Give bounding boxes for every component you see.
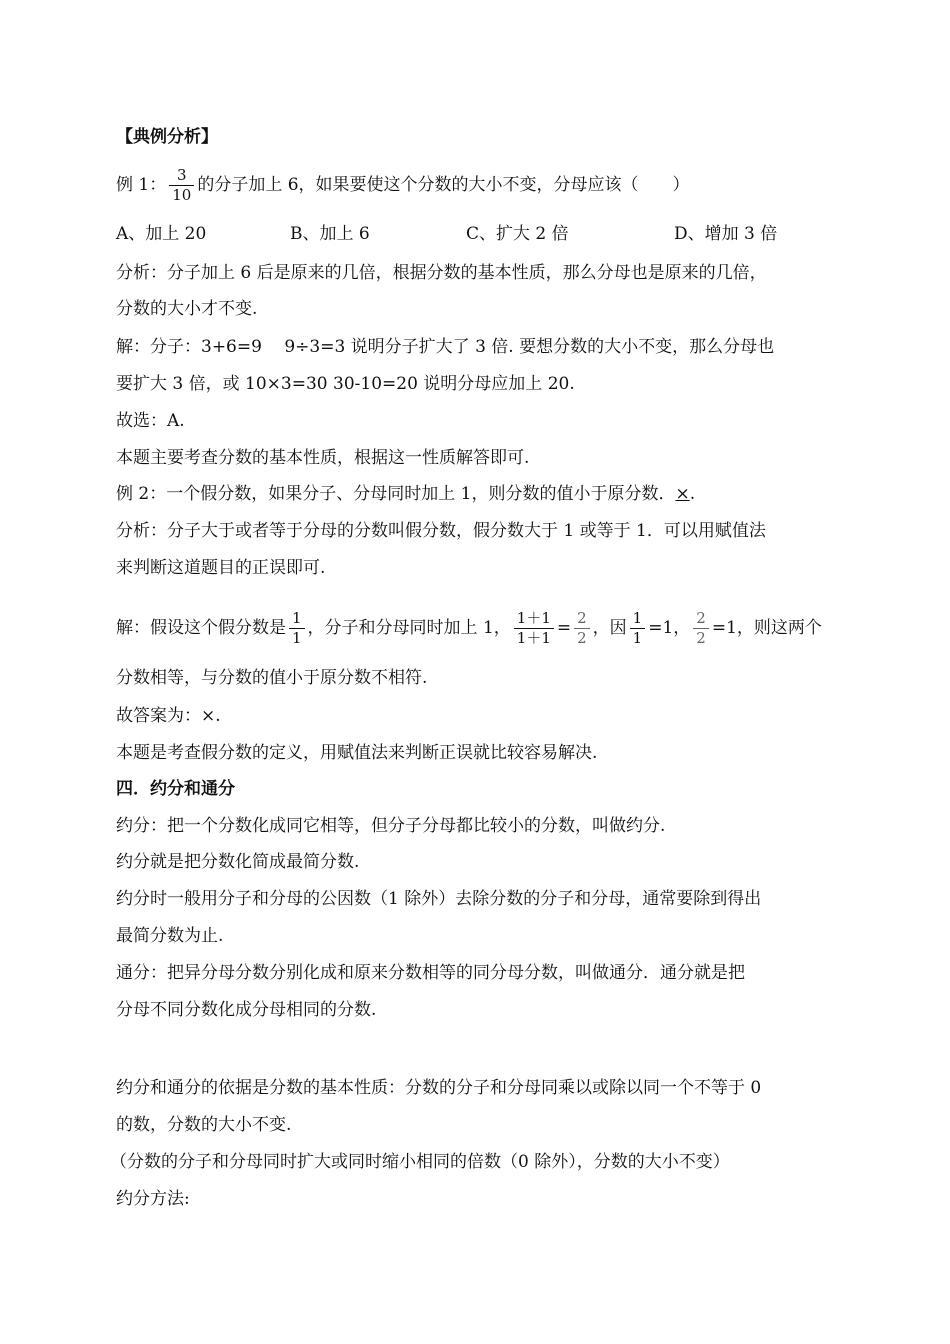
heading-typical-examples: 【典例分析】 <box>116 127 218 147</box>
section-4-title: 四．约分和通分 <box>116 779 235 799</box>
fraction-1-1-second: $\frac{1}{1}$ <box>630 609 646 648</box>
reduction-method-heading: 约分方法: <box>116 1189 190 1209</box>
example-2-solution-line-2: 分数相等，与分数的值小于原分数不相符. <box>116 668 428 688</box>
option-d: D、增加 3 倍 <box>674 224 778 244</box>
answer-mark: × <box>675 484 690 504</box>
example-2-answer: 故答案为：×. <box>116 706 221 726</box>
example-1-text: 的分子加上 6，如果要使这个分数的大小不变，分母应该（ ） <box>197 175 690 195</box>
fraction-sum: $\frac{1+1}{1+1}$ <box>514 609 554 648</box>
example-1-solution-line-2: 要扩大 3 倍，或 10×3=30 30-10=20 说明分母应加上 20. <box>116 374 575 394</box>
example-2-solution-line-1: 解：假设这个假分数是 $\frac{1}{1}$ ，分子和分母同时加上 1， $\frac{1+1}{1+1}$ = $\frac{2}{2}$ ，因 $\frac{1}{1}$ =1， $\frac{2}{2}$ =1，则这两个 <box>116 609 822 647</box>
option-a: A、加上 20 <box>116 224 207 244</box>
example-2-analysis-line-2: 来判断这道题目的正误即可. <box>116 558 326 578</box>
property-note: （分数的分子和分母同时扩大或同时缩小相同的倍数（0 除外），分数的大小不变） <box>110 1152 730 1172</box>
example-1-solution-line-1: 解：分子：3+6=9 9÷3=3 说明分子扩大了 3 倍. 要想分数的大小不变，那么分母也 <box>116 337 775 357</box>
reduction-definition: 约分：把一个分数化成同它相等，但分子分母都比较小的分数，叫做约分. <box>116 816 666 836</box>
common-denominator-line-1: 通分：把异分母分数分别化成和原来分数相等的同分母分数，叫做通分．通分就是把 <box>116 963 745 983</box>
fraction-3-10: $\frac{3}{10}$ <box>169 166 194 205</box>
example-2-analysis-line-1: 分析：分子大于或者等于分母的分数叫假分数，假分数大于 1 或等于 1．可以用赋值法 <box>116 521 766 541</box>
reduction-method-line-2: 最简分数为止. <box>116 926 224 946</box>
option-b: B、加上 6 <box>290 224 370 244</box>
example-2-text: 例 2：一个假分数，如果分子、分母同时加上 1，则分数的值小于原分数． <box>116 484 676 504</box>
reduction-method-line-1: 约分时一般用分子和分母的公因数（1 除外）去除分数的分子和分母，通常要除到得出 <box>116 889 762 909</box>
option-c: C、扩大 2 倍 <box>466 224 569 244</box>
example-2-question: 例 2：一个假分数，如果分子、分母同时加上 1，则分数的值小于原分数．×. <box>116 484 696 504</box>
example-1-analysis-line-2: 分数的大小才不变. <box>116 299 258 319</box>
example-1-answer: 故选：A. <box>116 411 185 431</box>
fraction-2-2-second: $\frac{2}{2}$ <box>693 609 709 648</box>
example-2-summary: 本题是考查假分数的定义，用赋值法来判断正误就比较容易解决. <box>116 743 598 763</box>
reduction-simplest: 约分就是把分数化简成最简分数. <box>116 852 360 872</box>
example-1-label: 例 1： <box>116 175 167 195</box>
common-denominator-line-2: 分母不同分数化成分母相同的分数. <box>116 1000 377 1020</box>
example-1-options <box>116 221 777 247</box>
basis-line-2: 的数，分数的大小不变. <box>116 1115 292 1135</box>
fraction-1-1: $\frac{1}{1}$ <box>289 609 305 648</box>
example-1-summary: 本题主要考查分数的基本性质，根据这一性质解答即可. <box>116 448 530 468</box>
example-1-question <box>116 166 690 205</box>
example-1-analysis-line-1: 分析：分子加上 6 后是原来的几倍，根据分数的基本性质，那么分母也是原来的几倍， <box>116 263 767 283</box>
basis-line-1: 约分和通分的依据是分数的基本性质：分数的分子和分母同乘以或除以同一个不等于 0 <box>116 1078 762 1098</box>
fraction-2-2: $\frac{2}{2}$ <box>574 609 590 648</box>
